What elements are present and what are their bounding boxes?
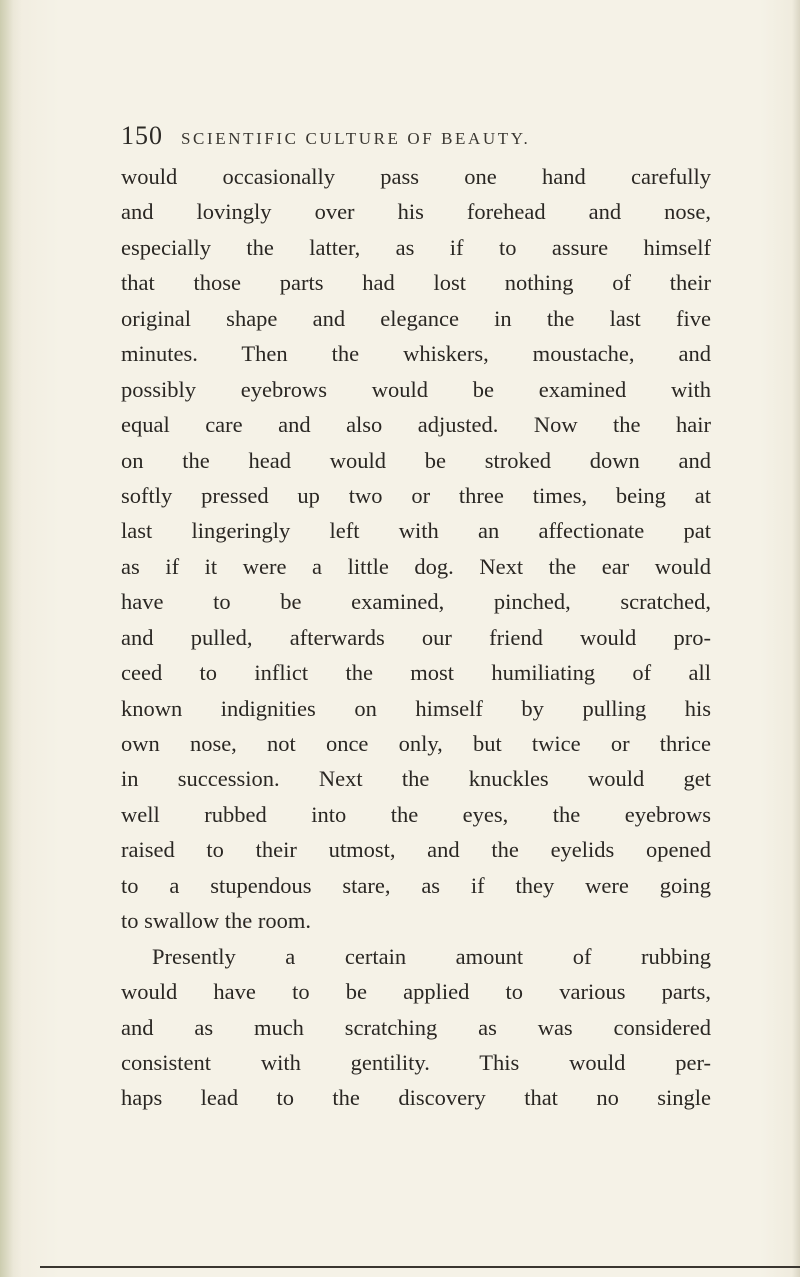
running-title: SCIENTIFIC CULTURE OF BEAUTY.	[181, 129, 531, 148]
text-line: and as much scratching as was considered	[121, 1014, 711, 1040]
text-line: original shape and elegance in the last five	[121, 305, 711, 331]
text-line: and pulled, afterwards our friend would pro-	[121, 624, 711, 650]
text-line: own nose, not once only, but twice or thrice	[121, 731, 711, 756]
text-line: especially the latter, as if to assure himself	[121, 234, 711, 260]
page-edge	[792, 0, 800, 1277]
body-text	[121, 159, 711, 1116]
text-line: ceed to inflict the most humiliating of all	[121, 660, 711, 686]
text-line: possibly eyebrows would be examined with	[121, 376, 711, 402]
text-line: softly pressed up two or three times, being at	[121, 482, 711, 508]
text-line: consistent with gentility. This would per-	[121, 1049, 711, 1075]
text-line: minutes. Then the whiskers, moustache, and	[121, 341, 711, 367]
text-line: well rubbed into the eyes, the eyebrows	[121, 801, 711, 827]
page-number: 150	[121, 121, 163, 150]
text-line: haps lead to the discovery that no single	[121, 1085, 711, 1111]
text-line: would have to be applied to various parts,	[121, 979, 711, 1005]
text-line: on the head would be stroked down and	[121, 447, 711, 473]
text-line: last lingeringly left with an affectionate pat	[121, 518, 711, 544]
text-line: that those parts had lost nothing of their	[121, 270, 711, 296]
page-bottom-edge	[40, 1266, 800, 1268]
text-line: as if it were a little dog. Next the ear would	[121, 553, 711, 579]
text-line: equal care and also adjusted. Now the hair	[121, 412, 711, 438]
paragraph-1	[121, 159, 711, 939]
text-line: would occasionally pass one hand carefully	[121, 164, 711, 189]
text-line: known indignities on himself by pulling his	[121, 695, 711, 721]
paragraph-2	[121, 939, 711, 1116]
text-line: raised to their utmost, and the eyelids opened	[121, 837, 711, 863]
text-line: have to be examined, pinched, scratched,	[121, 589, 711, 615]
text-line: in succession. Next the knuckles would get	[121, 766, 711, 792]
text-line: and lovingly over his forehead and nose,	[121, 199, 711, 225]
text-line: to a stupendous stare, as if they were going	[121, 872, 711, 898]
running-head	[121, 121, 721, 161]
text-line: to swallow the room.	[121, 908, 311, 934]
text-line: Presently a certain amount of rubbing	[152, 943, 711, 969]
gutter-shadow	[0, 0, 22, 1277]
